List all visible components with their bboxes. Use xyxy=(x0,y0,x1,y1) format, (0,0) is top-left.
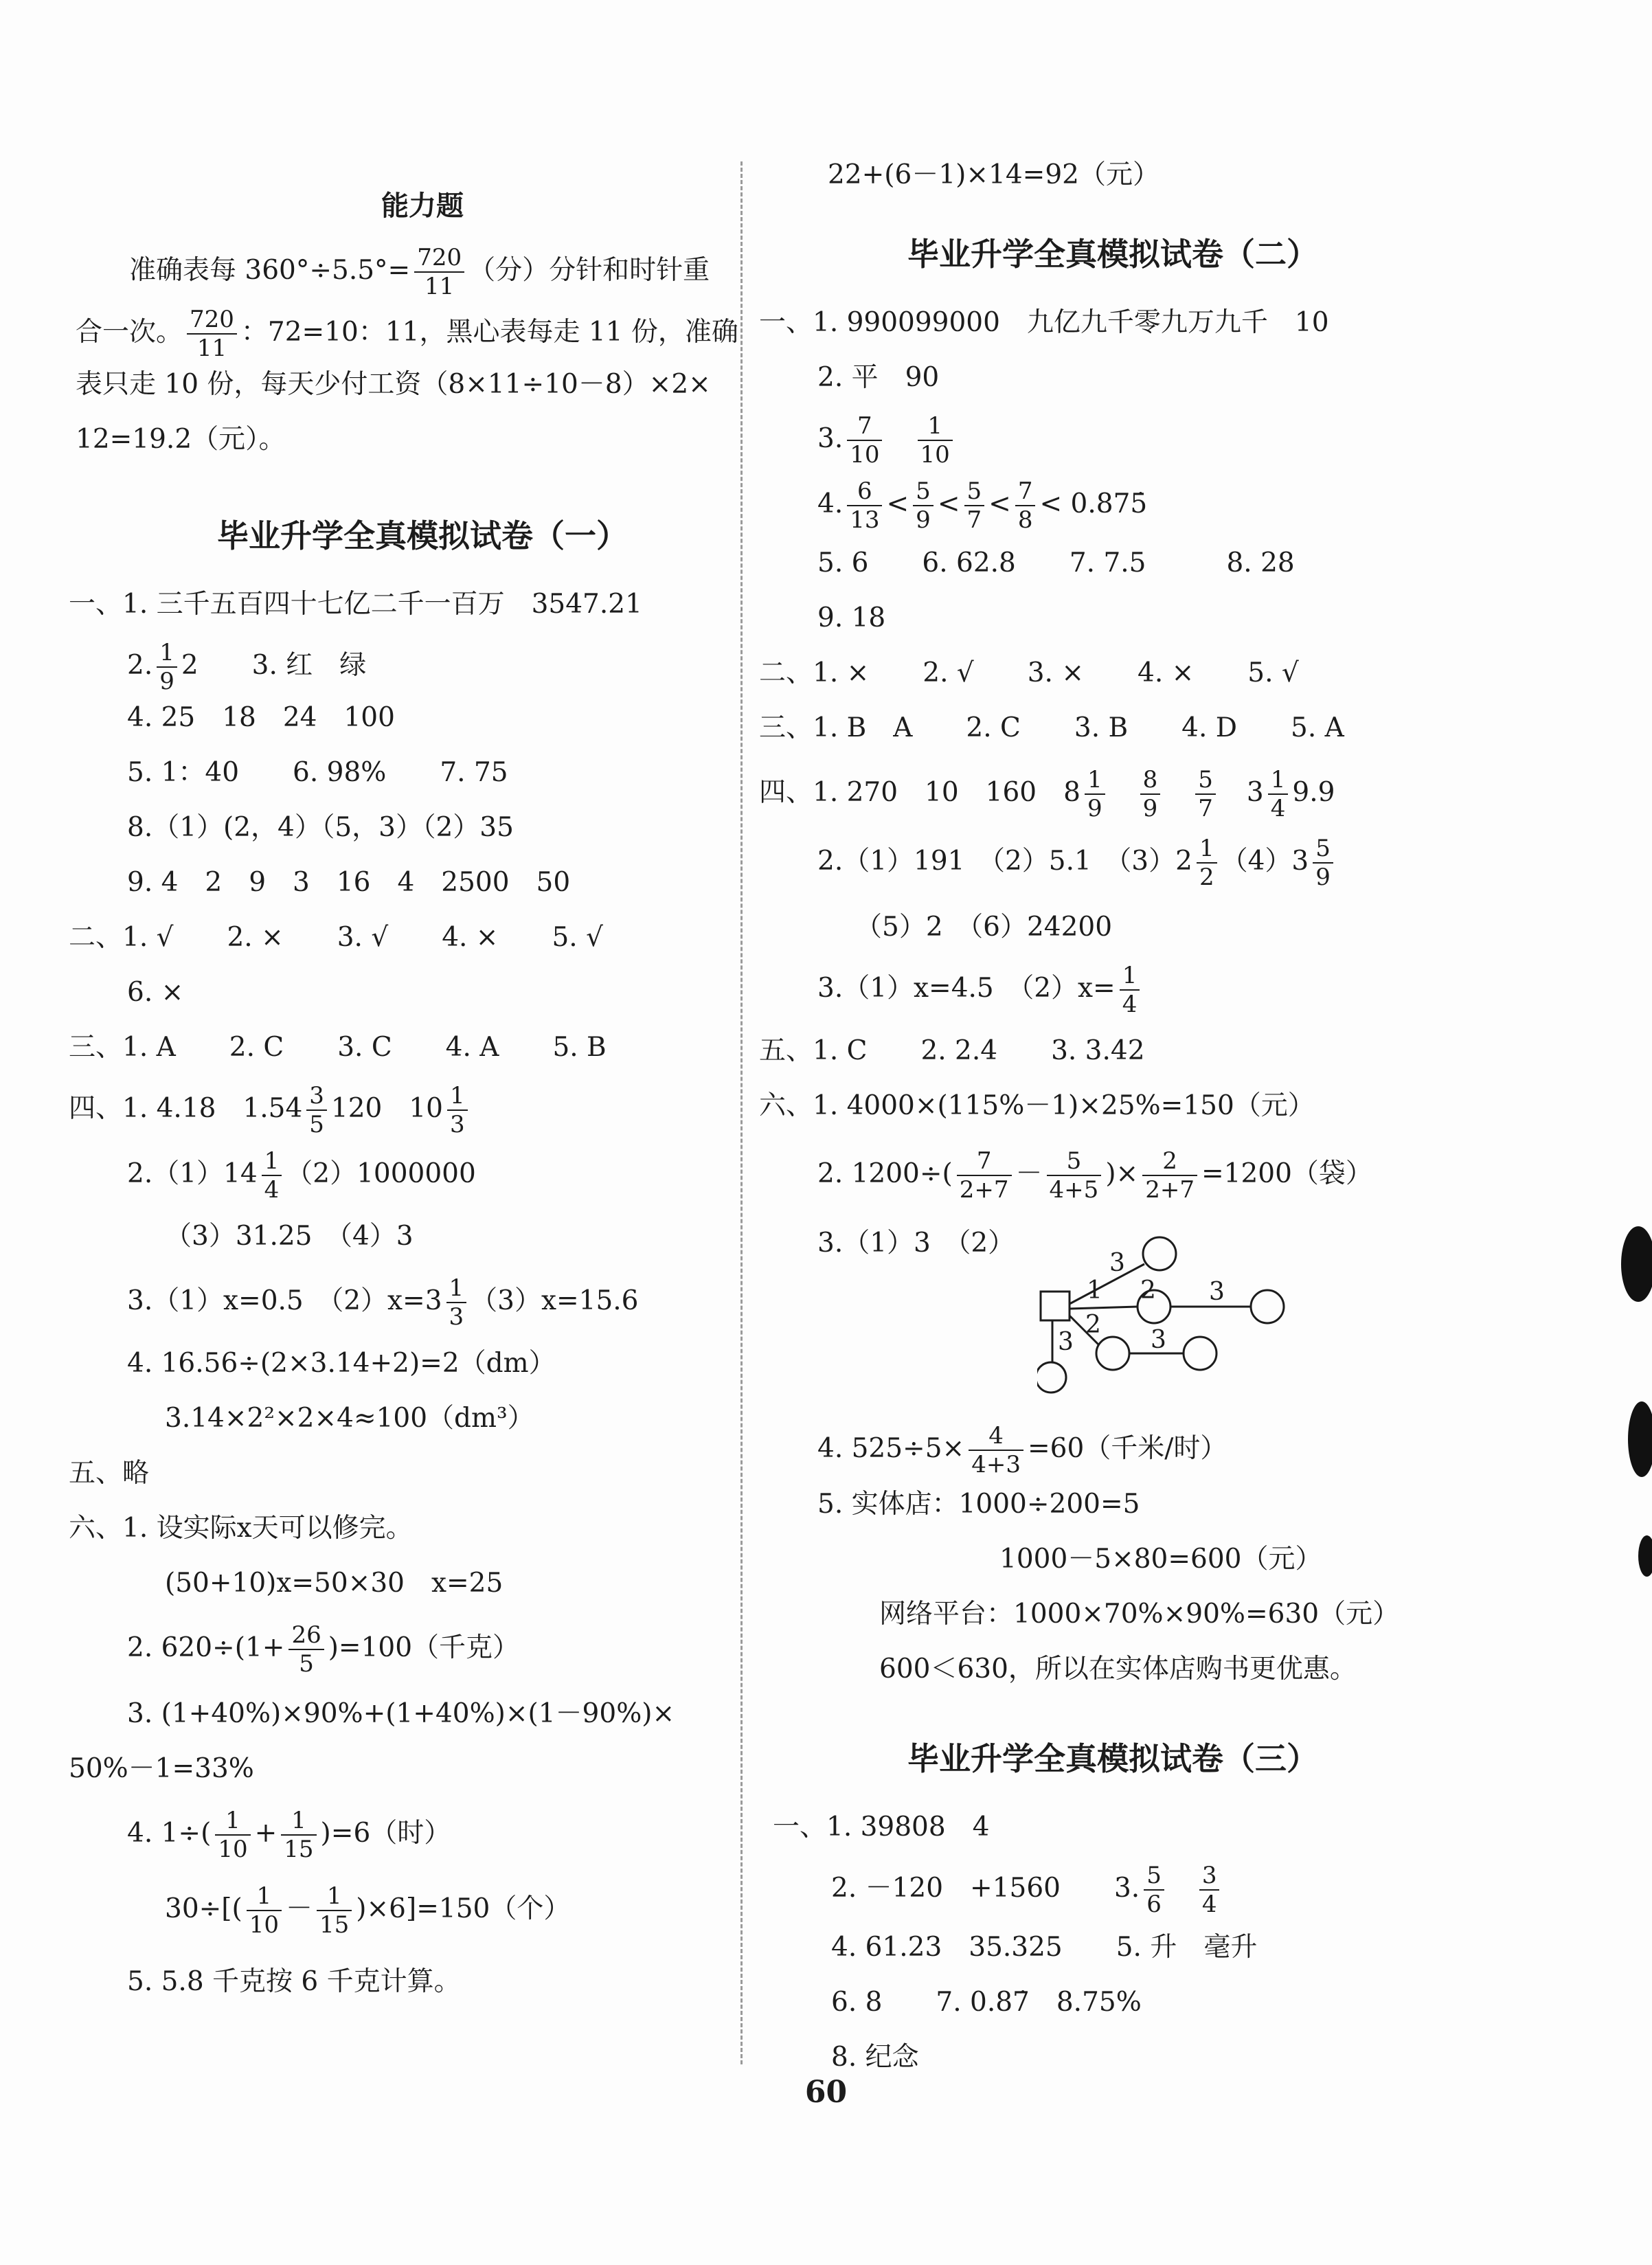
fraction: $\frac{1}{4}$ xyxy=(1268,766,1289,822)
answer-line: 4. 1÷( $\frac{1}{10}$ + $\frac{1}{15}$ )=6（时） xyxy=(127,1807,451,1863)
answer-line: 二、1. √ 2. × 3. √ 4. × 5. √ xyxy=(69,922,603,953)
left-column xyxy=(69,144,769,2082)
answer-line: 4. 525÷5× $\frac{4}{4+3}$ =60（千米/时） xyxy=(817,1422,1227,1478)
answer-line: 2. 1200÷( $\frac{7}{2+7}$ － $\frac{5}{4+5}$ )× $\frac{2}{2+7}$ =1200（袋） xyxy=(817,1147,1372,1204)
answer-line: 6. 8 7. 0.87̇ 8.75% xyxy=(831,1987,1142,2018)
diagram-label: 3 xyxy=(1109,1249,1125,1277)
ability-line-2: 合一次。 $\frac{720}{11}$ ：72=10：11，黑心表每走 11 份，准确 xyxy=(76,306,738,362)
diagram-circle xyxy=(1184,1337,1217,1370)
scan-stain xyxy=(1621,1226,1652,1302)
fraction: $\frac{6}{13}$ xyxy=(847,477,882,534)
fraction: $\frac{1}{10}$ xyxy=(215,1807,250,1863)
diagram-label: 2 xyxy=(1140,1276,1156,1305)
fraction: $\frac{7}{2+7}$ xyxy=(957,1147,1012,1204)
answer-line: （3）31.25 （4）3 xyxy=(165,1221,414,1252)
fraction: $\frac{3}{4}$ xyxy=(1199,1862,1220,1918)
answer-line: 1000－5×80=600（元） xyxy=(999,1544,1322,1575)
scan-stain xyxy=(1628,1401,1652,1477)
answer-line: （5）2 （6）24200 xyxy=(855,912,1113,943)
answer-line: 2. 620÷(1+ $\frac{26}{5}$ )=100（千克） xyxy=(127,1621,520,1678)
diagram-circle xyxy=(1037,1362,1066,1393)
answer-line: 3.14×2²×2×4≈100（dm³） xyxy=(165,1403,534,1434)
answer-line: 3.（1）x=4.5 （2）x= $\frac{1}{4}$ xyxy=(817,962,1144,1018)
ability-line-3: 表只走 10 份，每天少付工资（8×11÷10－8）×2× xyxy=(76,369,711,400)
answer-line: 5. 1：40 6. 98% 7. 75 xyxy=(127,757,508,788)
fraction: $\frac{1}{4}$ xyxy=(1120,962,1140,1018)
answer-line: 4. 16.56÷(2×3.14+2)=2（dm） xyxy=(127,1348,556,1379)
diagram-circle xyxy=(1143,1237,1176,1270)
answer-line: 30÷[( $\frac{1}{10}$ － $\frac{1}{15}$ )×6]=150（个） xyxy=(165,1882,571,1939)
fraction: $\frac{26}{5}$ xyxy=(288,1621,324,1678)
answer-line: 一、1. 39808 4 xyxy=(773,1812,990,1843)
answer-line: 一、1. 三千五百四十七亿二千一百万 3547.21 xyxy=(69,589,642,620)
fraction: $\frac{1}{9}$ xyxy=(1085,766,1105,822)
answer-line: 2. $\frac{1}{9}$ 2 3. 红 绿 xyxy=(127,639,367,695)
heading-exam-3: 毕业升学全真模拟试卷（三） xyxy=(907,1740,1318,1777)
answer-line: 50%－1=33% xyxy=(69,1753,254,1784)
heading-ability: 能力题 xyxy=(381,190,464,222)
fraction: $\frac{1}{10}$ xyxy=(247,1882,282,1939)
tree-diagram xyxy=(1037,1223,1381,1401)
fraction: $\frac{1}{4}$ xyxy=(262,1147,282,1204)
answer-line: 三、1. A 2. C 3. C 4. A 5. B xyxy=(69,1032,607,1063)
answer-line: 8.（1）(2，4）（5，3）（2）35 xyxy=(127,812,514,843)
answer-line: 3. $\frac{7}{10}$ $\frac{1}{10}$ xyxy=(817,412,957,469)
fraction: $\frac{2}{2+7}$ xyxy=(1142,1147,1197,1204)
answer-line: 三、1. B A 2. C 3. B 4. D 5. A xyxy=(759,712,1344,743)
fraction: $\frac{8}{9}$ xyxy=(1140,766,1161,822)
fraction: $\frac{5}{7}$ xyxy=(964,477,985,534)
diagram-label: 3 xyxy=(1209,1278,1225,1306)
fraction: $\frac{720}{11}$ xyxy=(414,244,464,300)
fraction: $\frac{1}{10}$ xyxy=(918,412,953,469)
answer-line: 四、1. 4.18 1.54 $\frac{3}{5}$ 120 10 $\frac{1}{3}$ xyxy=(69,1082,472,1138)
answer-line: 3.（1）3 （2） xyxy=(817,1228,1015,1259)
diagram-square xyxy=(1041,1292,1070,1320)
answer-line: 9. 4 2 9 3 16 4 2500 50 xyxy=(127,867,571,898)
diagram-label: 3 xyxy=(1151,1326,1166,1354)
diagram-circle xyxy=(1251,1290,1284,1323)
diagram-circle xyxy=(1096,1337,1129,1370)
fraction: $\frac{3}{5}$ xyxy=(306,1082,327,1138)
fraction: $\frac{5}{7}$ xyxy=(1195,766,1216,822)
fraction: $\frac{5}{9}$ xyxy=(1313,835,1333,891)
answer-line: 六、1. 4000×(115%－1)×25%=150（元） xyxy=(759,1090,1315,1121)
answer-line: 4. 61.23 35.325 5. 升 毫升 xyxy=(831,1932,1258,1963)
answer-line: 2. －120 +1560 3. $\frac{5}{6}$ $\frac{3}{4}$ xyxy=(831,1862,1223,1918)
answer-line: (50+10)x=50×30 x=25 xyxy=(165,1568,503,1599)
answer-line: 四、1. 270 10 160 8 $\frac{1}{9}$ $\frac{8}{9}$ $\frac{5}{7}$ 3 $\frac{1}{4}$ 9.9 xyxy=(759,766,1335,822)
answer-line: 4. 25 18 24 100 xyxy=(127,702,395,733)
ability-line-4: 12=19.2（元）。 xyxy=(76,424,286,455)
fraction: $\frac{720}{11}$ xyxy=(187,306,237,362)
fraction: $\frac{1}{2}$ xyxy=(1197,835,1217,891)
answer-line: 一、1. 990099000 九亿九千零九万九千 10 xyxy=(759,307,1329,338)
diagram-label: 3 xyxy=(1058,1328,1074,1356)
fraction: $\frac{1}{3}$ xyxy=(446,1274,467,1331)
answer-line: 600＜630，所以在实体店购书更优惠。 xyxy=(879,1654,1357,1684)
answer-line: 五、略 xyxy=(69,1458,150,1489)
right-column xyxy=(759,144,1460,2082)
answer-line: 2.（1）191 （2）5.1 （3）2 $\frac{1}{2}$ （4）3 $\frac{5}{9}$ xyxy=(817,835,1337,891)
answer-line: 4. $\frac{6}{13}$ < $\frac{5}{9}$ < $\frac{5}{7}$ < $\frac{7}{8}$ < 0.875̇ xyxy=(817,477,1148,534)
fraction: $\frac{7}{8}$ xyxy=(1015,477,1036,534)
diagram-label: 2 xyxy=(1085,1311,1101,1339)
ability-line-1: 准确表每 360°÷5.5°= $\frac{720}{11}$ （分）分针和时针重 xyxy=(76,244,710,300)
answer-line: 2.（1）14 $\frac{1}{4}$ （2）1000000 xyxy=(127,1147,476,1204)
answer-line: 六、1. 设实际x天可以修完。 xyxy=(69,1513,413,1544)
diagram-label: 1 xyxy=(1087,1276,1102,1305)
answer-line: 五、1. C 2. 2.4 3. 3.42 xyxy=(759,1035,1145,1066)
page-number: 60 xyxy=(804,2075,848,2110)
fraction: $\frac{1}{15}$ xyxy=(281,1807,316,1863)
answer-line: 3.（1）x=0.5 （2）x=3 $\frac{1}{3}$ （3）x=15.6 xyxy=(127,1274,639,1331)
answer-line: 3. (1+40%)×90%+(1+40%)×(1－90%)× xyxy=(127,1698,675,1729)
heading-exam-2: 毕业升学全真模拟试卷（二） xyxy=(907,236,1318,273)
fraction: $\frac{5}{4+5}$ xyxy=(1047,1147,1102,1204)
fraction: $\frac{5}{6}$ xyxy=(1144,1862,1164,1918)
answer-line: 5. 6 6. 62.8 7. 7.5 8. 28 xyxy=(817,548,1295,578)
fraction: $\frac{4}{4+3}$ xyxy=(969,1422,1023,1478)
answer-line: 6. × xyxy=(127,977,184,1008)
fraction: $\frac{1}{9}$ xyxy=(157,639,177,695)
fraction: $\frac{1}{15}$ xyxy=(317,1882,352,1939)
answer-line: 二、1. × 2. √ 3. × 4. × 5. √ xyxy=(759,657,1299,688)
fraction: $\frac{1}{3}$ xyxy=(447,1082,468,1138)
answer-line: 9. 18 xyxy=(817,602,886,633)
fraction: $\frac{7}{10}$ xyxy=(847,412,882,469)
answer-line: 22+(6－1)×14=92（元） xyxy=(828,159,1159,190)
heading-exam-1: 毕业升学全真模拟试卷（一） xyxy=(217,517,628,554)
answer-line: 5. 5.8 千克按 6 千克计算。 xyxy=(127,1966,461,1997)
answer-line: 8. 纪念 xyxy=(831,2042,919,2073)
scan-stain xyxy=(1638,1535,1652,1577)
answer-line: 网络平台：1000×70%×90%=630（元） xyxy=(879,1599,1400,1630)
answer-line: 5. 实体店：1000÷200=5 xyxy=(817,1489,1140,1520)
fraction: $\frac{5}{9}$ xyxy=(913,477,934,534)
answer-line: 2. 平 90 xyxy=(817,362,940,393)
